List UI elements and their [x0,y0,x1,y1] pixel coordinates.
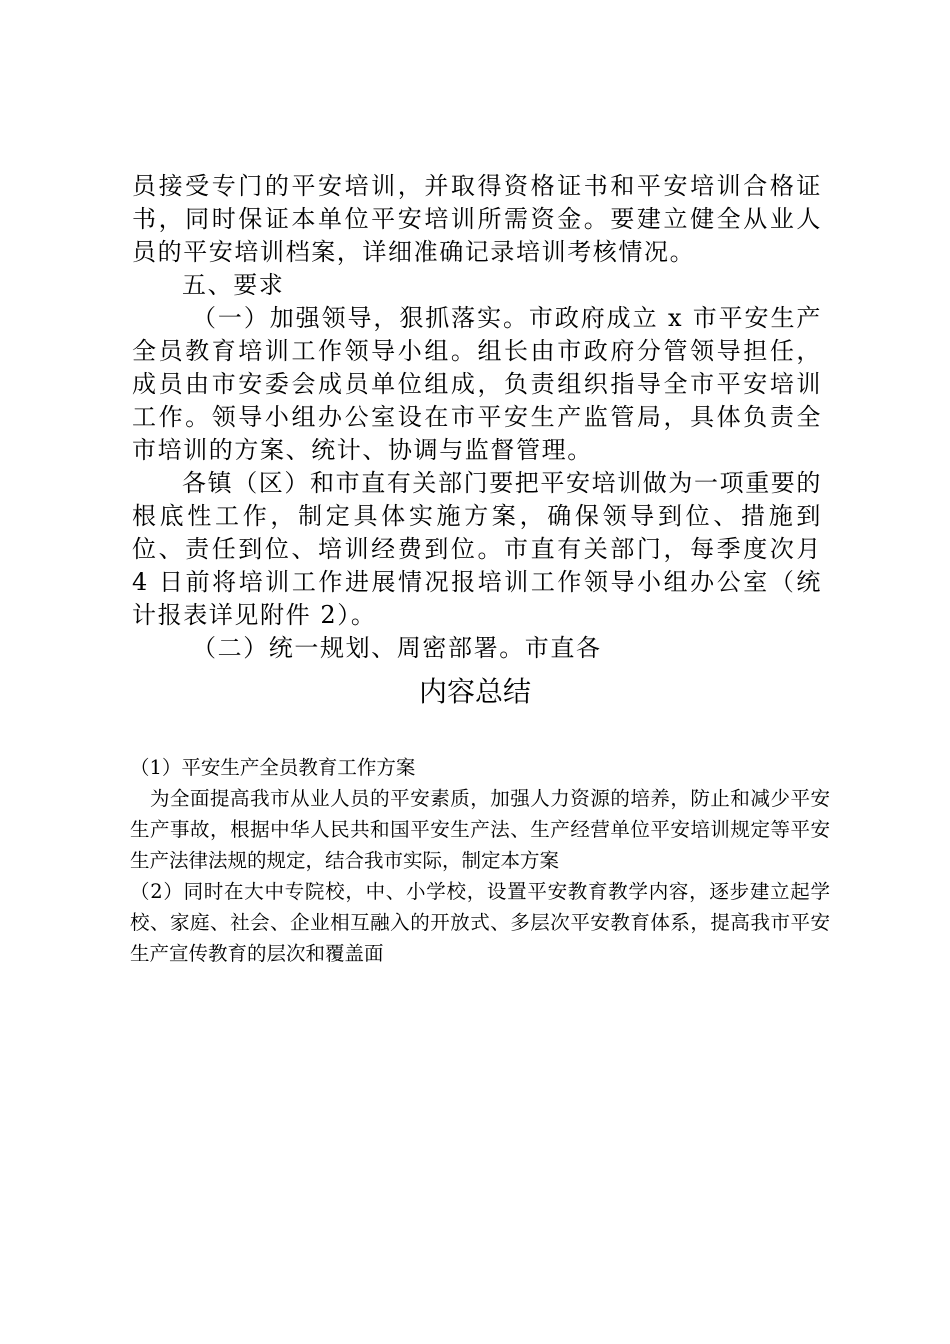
summary-item-1-heading: （1）平安生产全员教育工作方案 [130,756,416,779]
paragraph-training-archive: 员接受专门的平安培训，并取得资格证书和平安培训合格证书，同时保证本单位平安培训所需资金。要建立健全从业人员的平安培训档案，详细准确记录培训考核情况。 [132,172,822,266]
summary-title: 内容总结 [418,675,531,708]
paragraph-departments: 各镇（区）和市直有关部门要把平安培训做为一项重要的根底性工作，制定具体实施方案，确保领导到位、措施到位、责任到位、培训经费到位。市直有关部门，每季度次月 4 日前将培训工作进展情况报培训工作领导小组办公室（统计报表详见附件 2）。 [132,469,822,629]
paragraph-leadership: （一）加强领导，狠抓落实。市政府成立 x 市平安生产全员教育培训工作领导小组。组长由市政府分管领导担任，成员由市安委会成员单位组成，负责组织指导全市平安培训工作。领导小组办公室设在市平安生产监管局，具体负责全市培训的方案、统计、协调与监督管理。 [132,304,822,464]
summary-item-1-text: 为全面提高我市从业人员的平安素质，加强人力资源的培养，防止和减少平安生产事故，根据中华人民共和国平安生产法、生产经营单位平安培训规定等平安生产法律法规的规定，结合我市实际，制定本方案 [130,787,830,872]
paragraph-planning: （二）统一规划、周密部署。市直各 [192,634,602,662]
document-body [132,170,822,665]
section-heading-requirements: 五、要求 [182,271,285,299]
summary-item-2-text: （2）同时在大中专院校，中、小学校，设置平安教育教学内容，逐步建立起学校、家庭、社会、企业相互融入的开放式、多层次平安教育体系，提高我市平安生产宣传教育的层次和覆盖面 [130,880,830,965]
summary-section [130,752,830,969]
